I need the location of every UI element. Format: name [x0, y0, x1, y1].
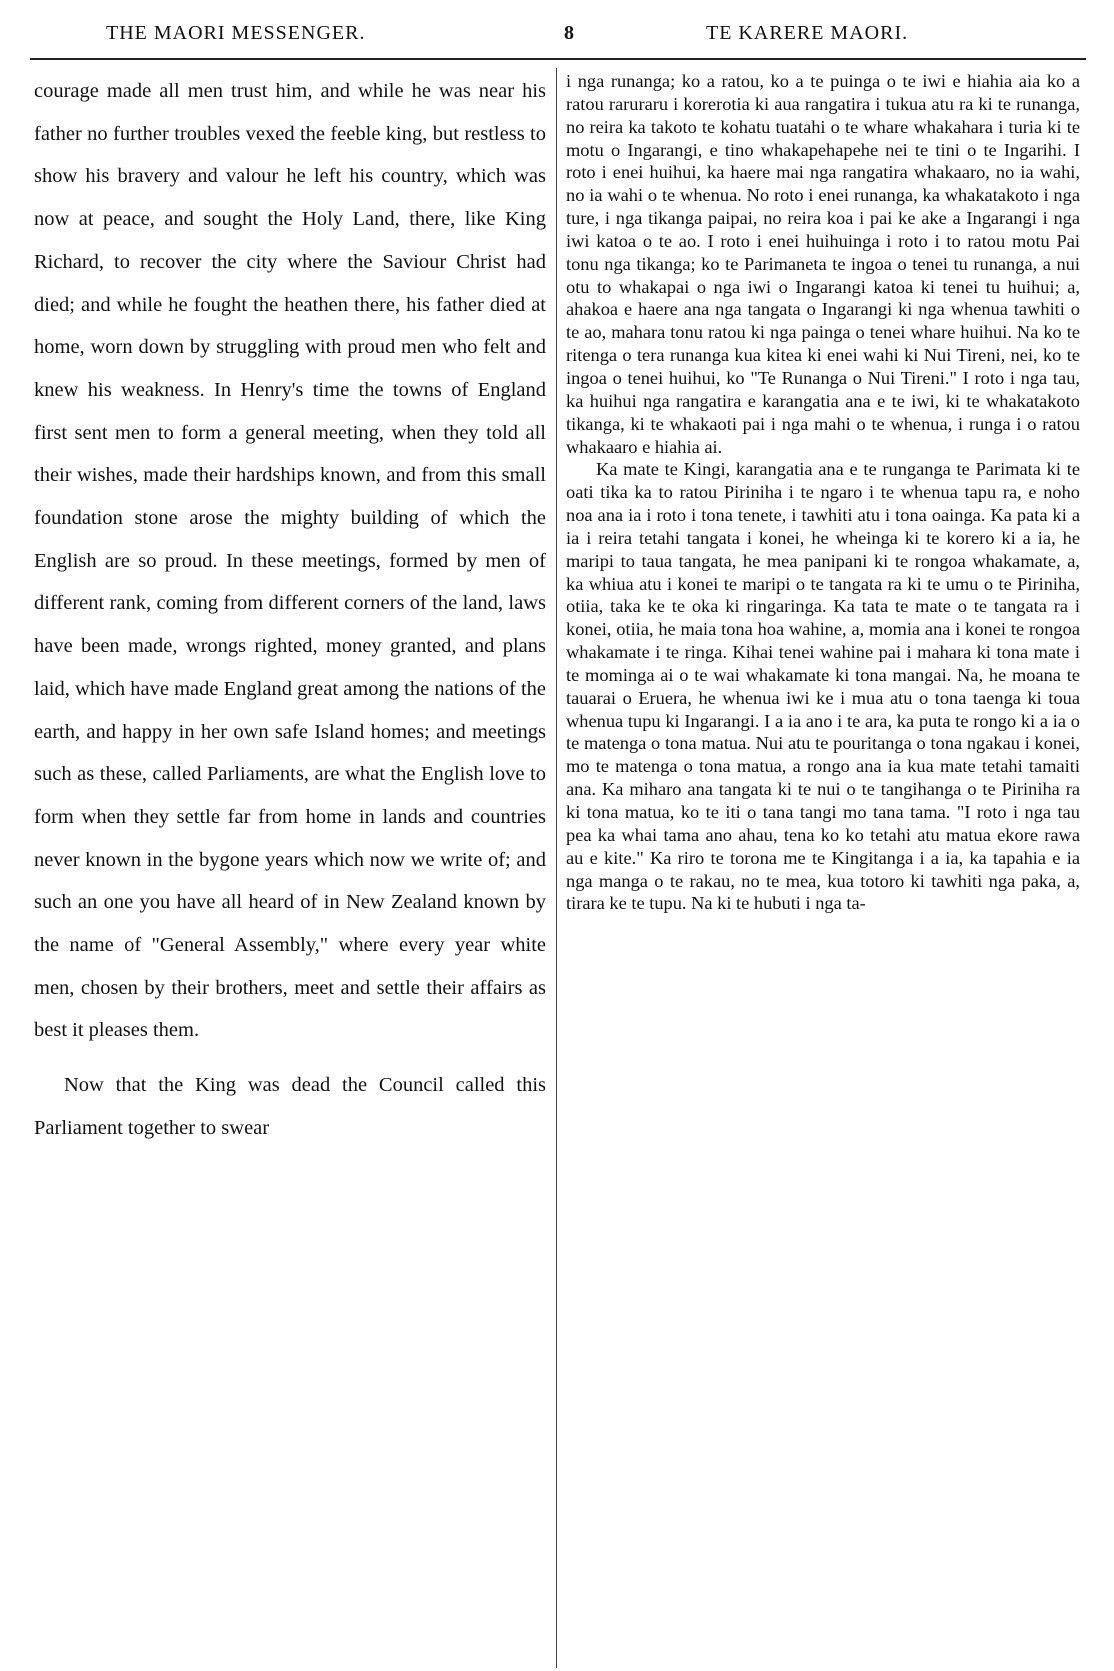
maori-column [566, 70, 1080, 1665]
maori-masthead: TE KARERE MAORI. [706, 22, 909, 44]
english-column [34, 70, 546, 1665]
page-number: 8 [564, 22, 575, 44]
english-paragraph-2: Now that the King was dead the Council called this Parliament together to swear [34, 1074, 546, 1139]
english-paragraph-1: courage made all men trust him, and while he was near his father no further troubles vexed the feeble king, but restless to show his bravery and valour he left his country, which was now at peace, and sought the Holy Land, there, like King Richard, to recover the city where the Saviour Christ had died; and while he fought the heathen there, his father died at home, worn down by struggling with proud men who felt and knew his weakness. In Henry's time the towns of England first sent men to form a general meeting, when they told all their wishes, made their hardships known, and from this small foundation stone arose the mighty building of which the English are so proud. In these meetings, formed by men of different rank, coming from different corners of the land, laws have been made, wrongs righted, money granted, and plans laid, which have made England great among the nations of the earth, and happy in her own safe Island homes; and meetings such as these, called Parliaments, are what the English love to form when they settle far from home in lands and countries never known in the bygone years which now we write of; and such an one you have all heard of in New Zealand known by the name of "General Assembly," where every year white men, chosen by their brothers, meet and settle their affairs as best it pleases them. [34, 80, 546, 1042]
maori-paragraph-1: i nga runanga; ko a ratou, ko a te puinga o te iwi e hiahia aia ko a ratou raruraru i korerotia ki aua rangatira i tukua atu ra ki te runanga, no reira ka takoto te kohatu tuatahi o te whare whakahara i turia ki te motu o Ingarangi, e tino whakapehapehe nei te tini o te Ingarihi. I roto i enei huihui, ka haere mai nga rangatira whakaaro, no ia wahi, no ia wahi o te whenua. No roto i enei runanga, ka whakatakoto i nga ture, i nga tikanga paipai, no reira koa i pai ke ake a Ingarangi i nga iwi katoa o te ao. I roto i enei huihuinga i roto i to ratou motu Pai tonu nga tikanga; ko te Parimaneta te ingoa o tenei tu runanga, a nui otu to whakapai o nga iwi o Ingarangi katoa ki tenei tu huihui; a, ahakoa e haere ana nga tangata o Ingarangi ki nga whenua tawhiti o te ao, mahara tonu ratou ki nga painga o tenei whare huihui. Na ko te ritenga o tera runanga kua kitea ki enei wahi ki Nui Tireni, nei, ko te ingoa o tenei huihui, ko "Te Runanga o Nui Tireni." I roto i nga tau, ka huihui nga rangatira e karangatia ana e te iwi, ki te whakatakoto tikanga, ki te whakaoti pai i nga mahi o te whenua, i runga i o ratou whakaaro e hiahia ai. [566, 71, 1080, 457]
page-header [28, 14, 1078, 54]
maori-paragraph-2: Ka mate te Kingi, karangatia ana e te runganga te Parimata ki te oati tika ka to ratou Piriniha i te ngaro i te whenua tapu ra, e noho noa ana ia i roto i tona tenete, i tawhiti atu i tona oainga. Ka pata ki a ia i reira tetahi tangata i konei, he wheinga ki te korero ki a ia, he maripi to taua tangata, he mea panipani ki te rongoa whakamate, a, ka whiua atu i konei te maripi o te tangata ra ki te umu o te Piriniha, otiia, taka ke te oka ki ringaringa. Ka tata te mate o te tangata ra i konei, otiia, he maia tona hoa wahine, a, momia ana i konei te rongoa whakamate i te ringa. Kihai tenei wahine pai i mahara ki tona mate i te mominga ai o te wai whakamate ki tona mangai. Na, he moana te tauarai o Eruera, he whenua iwi ke i mua atu o tona taenga ki toua whenua tupu ki Ingarangi. I a ia ano i te ara, ka puta te rongo ki a ia o te matenga o tona matua. Nui atu te pouritanga o tona ngakau i konei, mo te matenga o tona matua, a rongo ana ia kua mate tetahi tamaiti ana. Ka miharo ana tangata ki te nui o te tangihanga o te Piriniha ra ki tona matua, ko te iti o tana tangi mo tana tama. "I roto i nga tau pea ka whai tama ano ahau, tena ko ko tetahi atu matua ekore rawa au e kite." Ka riro te torona me te Kingitanga i a ia, ka tapahia e ia nga manga o te rakau, no te mea, kua totoro ki tawhiti nga paka, a, tirara ke te tupu. Na ki te hubuti i nga ta- [566, 459, 1080, 914]
header-rule [30, 58, 1086, 60]
column-divider [556, 68, 557, 1668]
english-masthead: THE MAORI MESSENGER. [106, 22, 366, 44]
